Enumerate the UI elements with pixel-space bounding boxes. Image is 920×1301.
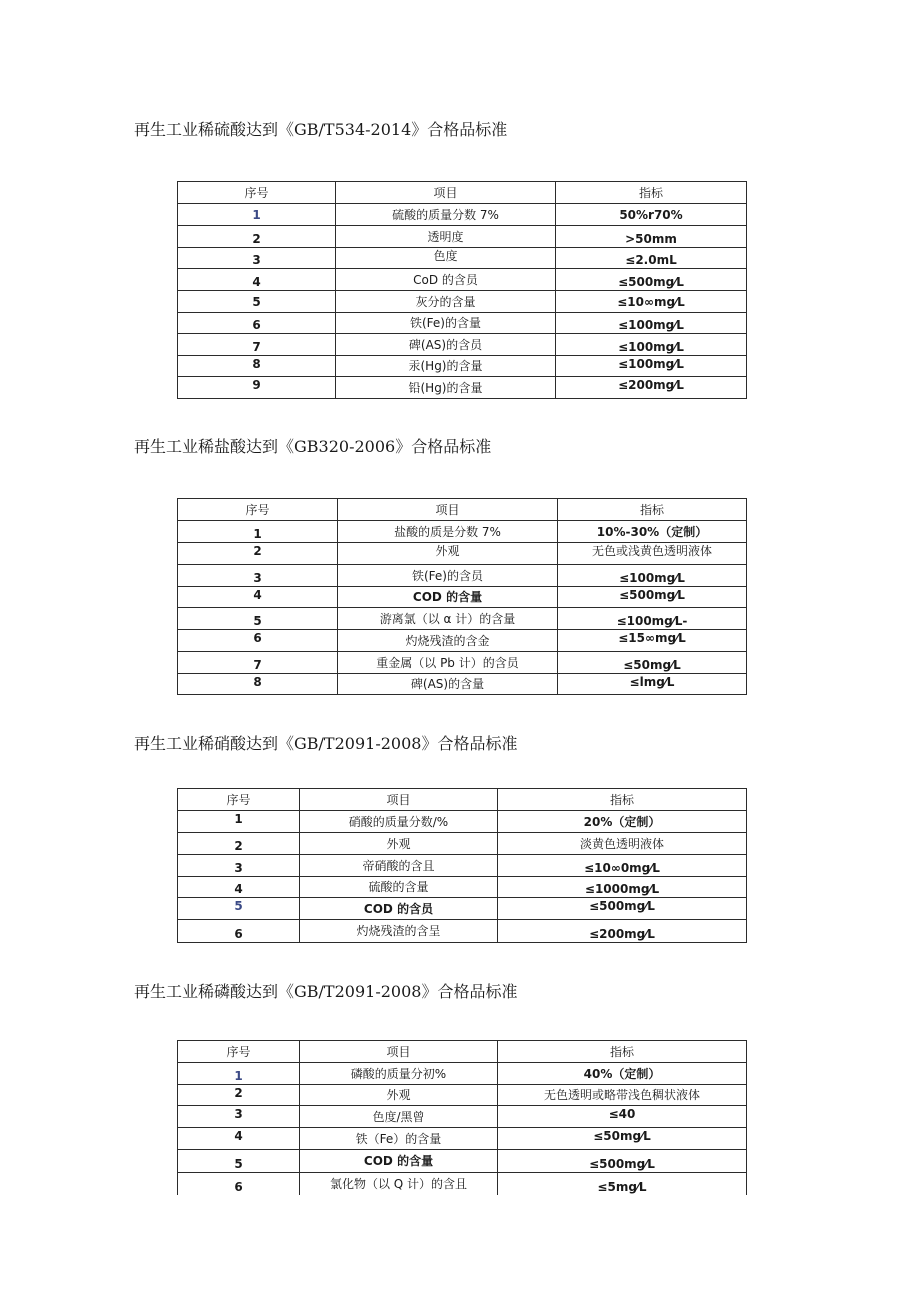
row-item: 铁(Fe)的含员 [338, 565, 558, 587]
table-row [178, 674, 747, 695]
table-row [178, 587, 747, 608]
row-no: 2 [178, 543, 338, 565]
table-row [178, 565, 747, 587]
row-item: COD 的含员 [300, 898, 498, 920]
row-item: 外观 [300, 833, 498, 855]
row-value: ≤500mg⁄L [558, 587, 747, 608]
header-value: 指标 [556, 182, 747, 204]
header-value: 指标 [558, 499, 747, 521]
row-value: ≤15∞mg⁄L [558, 630, 747, 652]
header-no: 序号 [178, 789, 300, 811]
row-no: 9 [178, 377, 336, 399]
row-no: 4 [178, 1128, 300, 1150]
row-no: 3 [178, 1106, 300, 1128]
table-row [178, 608, 747, 630]
table-row [178, 1173, 747, 1195]
table-row [178, 1085, 747, 1106]
table-row [178, 855, 747, 877]
row-value: 50%r70% [556, 204, 747, 226]
table-row [178, 833, 747, 855]
row-value: 10%-30%（定制） [558, 521, 747, 543]
row-value: ≤200mg⁄L [498, 920, 747, 943]
row-item: COD 的含量 [300, 1150, 498, 1173]
row-value: ≤100mg⁄L [556, 313, 747, 334]
row-value: ≤40 [498, 1106, 747, 1128]
row-item: 氯化物（以 Q 计）的含且 [300, 1173, 498, 1195]
table-row [178, 1106, 747, 1128]
header-item: 项目 [300, 789, 498, 811]
row-item: 外观 [300, 1085, 498, 1106]
row-no: 3 [178, 248, 336, 269]
spec-table-hydrochloric [177, 498, 747, 695]
table-row [178, 652, 747, 674]
table-row [178, 898, 747, 920]
table-row [178, 377, 747, 399]
row-no: 2 [178, 226, 336, 248]
table-row [178, 877, 747, 898]
row-item: 碑(AS)的含量 [338, 674, 558, 695]
row-item: 硫酸的质量分数 7% [336, 204, 556, 226]
header-item: 项目 [338, 499, 558, 521]
row-no: 4 [178, 269, 336, 291]
table-row [178, 334, 747, 356]
header-no: 序号 [178, 499, 338, 521]
table-row [178, 204, 747, 226]
row-value: ≤50mg⁄L [558, 652, 747, 674]
header-item: 项目 [336, 182, 556, 204]
table-header-row [178, 182, 747, 204]
row-value: ≤500mg⁄L [498, 898, 747, 920]
row-no: 6 [178, 1173, 300, 1195]
row-no: 1 [178, 811, 300, 833]
row-value: ≤100mg⁄L [556, 334, 747, 356]
table-header-row [178, 789, 747, 811]
row-value: ≤100mg⁄L [558, 565, 747, 587]
row-value: 20%（定制） [498, 811, 747, 833]
row-item: 汞(Hg)的含量 [336, 356, 556, 377]
row-no: 5 [178, 608, 338, 630]
table-row [178, 356, 747, 377]
table-row [178, 291, 747, 313]
row-value: 无色或浅黄色透明液体 [558, 543, 747, 565]
table-row [178, 1150, 747, 1173]
row-item: 灼烧残渣的含呈 [300, 920, 498, 943]
row-item: 色度 [336, 248, 556, 269]
row-value: ≤100mg⁄L- [558, 608, 747, 630]
row-item: 铁(Fe)的含量 [336, 313, 556, 334]
section-title-hydrochloric: 再生工业稀盐酸达到《GB320-2006》合格品标准 [134, 437, 492, 456]
section-title-sulfuric: 再生工业稀硫酸达到《GB/T534-2014》合格品标准 [134, 120, 508, 139]
row-item: 透明度 [336, 226, 556, 248]
row-item: 铅(Hg)的含量 [336, 377, 556, 399]
table-row [178, 1063, 747, 1085]
row-no: 7 [178, 334, 336, 356]
header-no: 序号 [178, 182, 336, 204]
row-no: 3 [178, 855, 300, 877]
table-row [178, 313, 747, 334]
row-item: 灼烧残渣的含金 [338, 630, 558, 652]
row-item: 灰分的含量 [336, 291, 556, 313]
row-item: 帝硝酸的含且 [300, 855, 498, 877]
row-no: 8 [178, 356, 336, 377]
table-header-row [178, 499, 747, 521]
table-row [178, 543, 747, 565]
row-value: ≤2.0mL [556, 248, 747, 269]
section-title-phosphoric: 再生工业稀磷酸达到《GB/T2091-2008》合格品标准 [134, 982, 518, 1001]
row-item: COD 的含量 [338, 587, 558, 608]
row-no: 2 [178, 833, 300, 855]
row-value: ≤10∞0mg⁄L [498, 855, 747, 877]
table-header-row [178, 1041, 747, 1063]
row-item: 铁（Fe）的含量 [300, 1128, 498, 1150]
row-no: 1 [178, 1063, 300, 1085]
row-no: 1 [178, 204, 336, 226]
row-value: ≤200mg⁄L [556, 377, 747, 399]
header-no: 序号 [178, 1041, 300, 1063]
row-item: 色度/黑曾 [300, 1106, 498, 1128]
row-no: 5 [178, 1150, 300, 1173]
spec-table-sulfuric [177, 181, 747, 399]
row-no: 6 [178, 630, 338, 652]
row-value: ≤10∞mg⁄L [556, 291, 747, 313]
row-no: 8 [178, 674, 338, 695]
row-value: ≤100mg⁄L [556, 356, 747, 377]
row-no: 4 [178, 587, 338, 608]
spec-table-nitric [177, 788, 747, 943]
row-no: 4 [178, 877, 300, 898]
header-item: 项目 [300, 1041, 498, 1063]
row-value: ≤500mg⁄L [556, 269, 747, 291]
row-value: 无色透明或略带浅色稠状液体 [498, 1085, 747, 1106]
row-no: 3 [178, 565, 338, 587]
row-item: 碑(AS)的含员 [336, 334, 556, 356]
row-value: >50mm [556, 226, 747, 248]
section-title-nitric: 再生工业稀硝酸达到《GB/T2091-2008》合格品标准 [134, 734, 518, 753]
row-value: 40%（定制） [498, 1063, 747, 1085]
row-item: 硝酸的质量分数/% [300, 811, 498, 833]
table-row [178, 226, 747, 248]
row-value: ≤500mg⁄L [498, 1150, 747, 1173]
row-no: 7 [178, 652, 338, 674]
row-no: 5 [178, 898, 300, 920]
row-value: ≤5mg⁄L [498, 1173, 747, 1195]
row-item: 盐酸的质是分数 7% [338, 521, 558, 543]
table-row [178, 811, 747, 833]
row-no: 6 [178, 920, 300, 943]
row-no: 5 [178, 291, 336, 313]
header-value: 指标 [498, 789, 747, 811]
row-no: 6 [178, 313, 336, 334]
row-item: 磷酸的质量分初% [300, 1063, 498, 1085]
row-value: ≤1000mg⁄L [498, 877, 747, 898]
row-value: ≤50mg⁄L [498, 1128, 747, 1150]
table-row [178, 1128, 747, 1150]
table-row [178, 521, 747, 543]
table-row [178, 920, 747, 943]
row-item: CoD 的含员 [336, 269, 556, 291]
row-value: ≤lmg⁄L [558, 674, 747, 695]
row-no: 2 [178, 1085, 300, 1106]
row-value: 淡黄色透明液体 [498, 833, 747, 855]
table-row [178, 630, 747, 652]
row-item: 硫酸的含量 [300, 877, 498, 898]
table-row [178, 269, 747, 291]
table-row [178, 248, 747, 269]
header-value: 指标 [498, 1041, 747, 1063]
row-item: 游离氯（以 α 计）的含量 [338, 608, 558, 630]
spec-table-phosphoric [177, 1040, 747, 1195]
row-item: 重金属（以 Pb 计）的含员 [338, 652, 558, 674]
row-no: 1 [178, 521, 338, 543]
row-item: 外观 [338, 543, 558, 565]
